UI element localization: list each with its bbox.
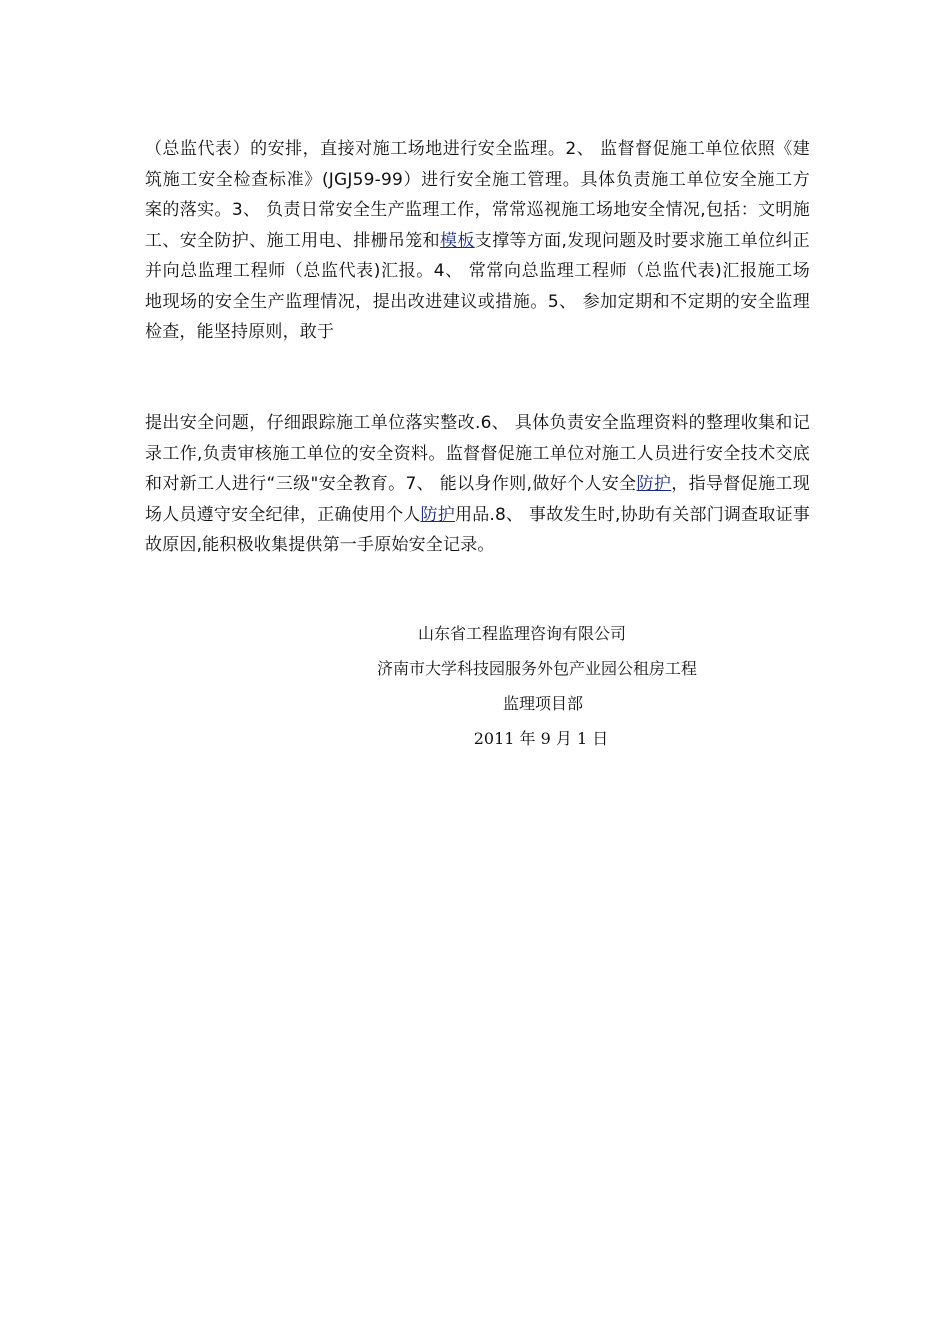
signature-company: 山东省工程监理咨询有限公司	[417, 624, 626, 643]
paragraph-duties-part-2	[145, 408, 810, 561]
paragraph-text: 用品.8、 事故发生时,协助有关部门调查取证事故原因,能积极收集提供第一手原始安全记录。	[145, 504, 810, 555]
paragraph-text: 提出安全问题，仔细跟踪施工单位落实整改.6、 具体负责安全监理资料的整理收集和记录工作,负责审核施工单位的安全资料。监督督促施工单位对施工人员进行安全技术交底和对新工人进行“三级"安全教育。7、 能以身作则,做好个人安全	[145, 413, 810, 494]
link-formwork[interactable]: 模板	[440, 230, 475, 251]
paragraph-text: （总监代表）的安排，直接对施工场地进行安全监理。2、 监督督促施工单位依照《建筑施工安全检查标准》(JGJ59-99）进行安全施工管理。具体负责施工单位安全施工方案的落实。3、 负责日常安全生产监理工作，常常巡视施工场地安全情况,包括：文明施工、安全防护、施工用电、排栅吊笼和	[145, 139, 810, 251]
paragraph-text: ，指导督促施工现场人员遵守安全纪律，正确使用个人	[145, 474, 810, 525]
signature-date: 2011 年 9 月 1 日	[473, 729, 609, 748]
signature-department: 监理项目部	[502, 694, 583, 713]
link-protection-1[interactable]: 防护	[636, 474, 672, 494]
paragraph-text: 支撑等方面,发现问题及时要求施工单位纠正并向总监理工程师（总监代表)汇报。4、 常常向总监理工程师（总监代表)汇报施工场地现场的安全生产监理情况，提出改进建议或措施。5、 参加定期和不定期的安全监理检查，能坚持原则，敢于	[145, 230, 811, 342]
signature-project: 济南市大学科技园服务外包产业园公租房工程	[376, 659, 697, 678]
paragraph-duties-part-1	[145, 134, 810, 348]
link-protection-2[interactable]: 防护	[420, 504, 455, 525]
